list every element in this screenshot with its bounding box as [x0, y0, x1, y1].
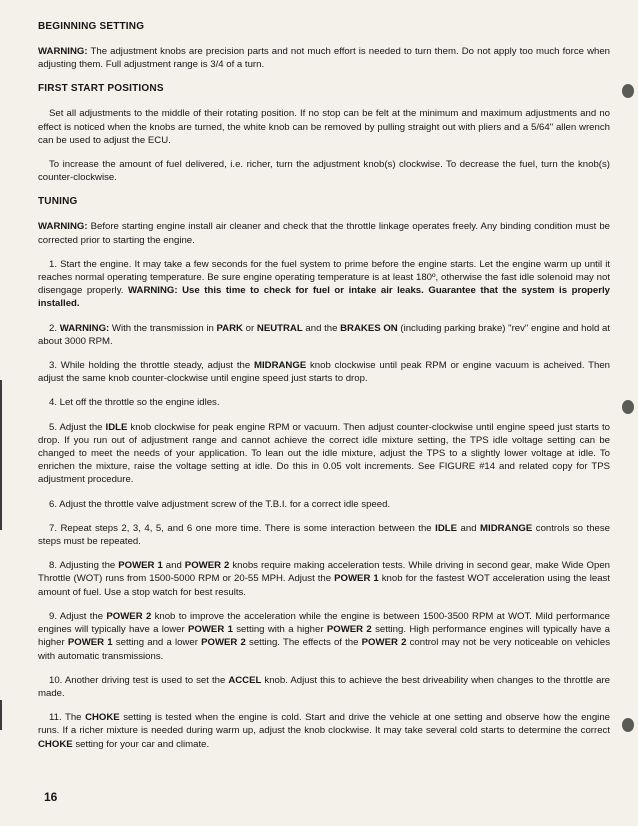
step-9-text: setting. High performance engines will typically have a higher	[38, 624, 610, 649]
scan-edge-mark	[0, 380, 2, 530]
step-11-text: 11. The	[49, 712, 86, 724]
step-10-text: 10. Another driving test is used to set the	[49, 674, 229, 686]
step-9-text: setting with a higher	[232, 624, 327, 636]
step-8-power-1: POWER 1	[118, 560, 163, 572]
step-8-power-1: POWER 1	[334, 573, 379, 585]
step-3	[38, 359, 610, 385]
warning-text: The adjustment knobs are precision parts and not much effort is needed to turn them. Do not apply too much force when adjusting them. Full adjustment range is 3/4 of a turn.	[38, 46, 610, 71]
binder-hole	[622, 84, 634, 98]
step-9	[38, 610, 610, 663]
step-1	[38, 258, 610, 311]
warning-label: WARNING:	[38, 46, 88, 57]
step-2-neutral: NEUTRAL	[256, 322, 303, 334]
page-number: 16	[44, 790, 58, 804]
heading-tuning: TUNING	[38, 196, 78, 208]
warning-adjustment-knobs	[38, 45, 610, 71]
step-10-text: knob. Adjust this to achieve the best driveability when changes to the throttle are made.	[38, 674, 610, 699]
step-7-midrange: MIDRANGE	[480, 522, 533, 534]
step-1-warning: WARNING: Use this time to check for fuel or intake air leaks. Guarantee that the system is properly installed.	[38, 285, 610, 310]
step-8	[38, 559, 610, 599]
scan-edge-mark	[0, 700, 2, 730]
step-6: 6. Adjust the throttle valve adjustment screw of the T.B.I. for a correct idle speed.	[49, 498, 391, 510]
step-7-idle: IDLE	[435, 522, 458, 534]
page-content	[38, 20, 610, 762]
step-4: 4. Let off the throttle so the engine idles.	[49, 397, 220, 409]
step-5-text: 5. Adjust the	[49, 421, 106, 433]
step-9-text: knob to improve the acceleration while the engine is between 1500-3500 RPM at WOT. Mild performance engines will typically have a lower	[38, 610, 610, 636]
step-2-brakes-on: BRAKES ON	[340, 322, 398, 334]
step-9-text: setting and a lower	[112, 637, 202, 649]
binder-hole	[622, 400, 634, 414]
step-9-power-1: POWER 1	[188, 624, 233, 636]
warning-text: Before starting engine install air cleaner and check that the throttle linkage operates freely. Any binding condition must be corrected prior to starting the engine.	[38, 221, 610, 246]
step-7	[38, 522, 610, 548]
step-9-text: 9. Adjust the	[49, 610, 107, 622]
step-8-power-2: POWER 2	[184, 560, 230, 572]
step-2-park: PARK	[216, 322, 243, 334]
step-9-text: setting. The effects of the	[245, 637, 362, 649]
step-11-choke: CHOKE	[85, 712, 120, 724]
first-start-paragraph-1: Set all adjustments to the middle of their rotating position. If no stop can be felt at the minimum and maximum adjustments and no effect is noticed when the knobs are turned, the white knob can be removed by pulling straight out with pliers and a 5/64" allen wrench can be used to adjust the ECU.	[38, 108, 610, 146]
step-8-text: 8. Adjusting the	[49, 560, 119, 572]
step-11-text: setting is tested when the engine is cold. Start and drive the vehicle at one setting and observe how the engine runs. If a richer mixture is needed during warm up, adjust the knob clockwise. It may take several cold starts to determine the correct	[38, 712, 610, 737]
step-7-text: and	[457, 522, 481, 534]
step-10	[38, 674, 610, 700]
heading-first-start-positions: FIRST START POSITIONS	[38, 83, 164, 95]
warning-label: WARNING:	[38, 221, 88, 233]
step-9-power-2: POWER 2	[106, 610, 152, 622]
step-2-text: or	[242, 322, 257, 334]
step-2-text: With the transmission in	[109, 322, 217, 334]
step-2-text: (including parking brake) "rev" engine and hold at about 3000 RPM.	[38, 322, 610, 347]
step-2-number: 2.	[49, 322, 60, 334]
step-9-power-1: POWER 1	[67, 637, 113, 649]
warning-before-starting	[38, 220, 610, 246]
step-2-text: and the	[302, 322, 341, 334]
step-3-text: 3. While holding the throttle steady, adjust the	[49, 360, 254, 372]
step-10-accel: ACCEL	[228, 674, 262, 686]
step-8-text: and	[162, 560, 185, 572]
step-3-midrange: MIDRANGE	[253, 360, 307, 372]
step-9-text: control may not be very noticeable on vehicles with automatic transmissions.	[38, 637, 610, 662]
step-11	[38, 711, 610, 751]
step-11-text: setting for your car and climate.	[72, 738, 210, 750]
binder-hole	[622, 718, 634, 732]
heading-beginning-setting: BEGINNING SETTING	[38, 21, 145, 32]
step-2-warning-label: WARNING:	[59, 322, 110, 334]
step-8-text: knob for the fastest WOT acceleration using the least amount of fuel. Use a stop watch for best results.	[38, 573, 611, 598]
step-9-power-2: POWER 2	[326, 624, 372, 636]
step-1-text: 1. Start the engine. It may take a few seconds for the fuel system to prime before the engine starts. Let the engine warm up until it reaches normal operating temperature. Be sure engine operating temperature is at least 180º, otherwise the fast idle solenoid may not disengage properly.	[38, 258, 610, 297]
step-7-text: controls so these steps must be repeated.	[38, 522, 610, 548]
step-8-text: knobs require making acceleration tests. While driving in second gear, make Wide Open Throttle (WOT) runs from 1500-5000 RPM or 20-55 MPH. Adjust the	[38, 560, 611, 585]
step-2	[38, 322, 610, 348]
step-5-idle: IDLE	[105, 421, 128, 433]
step-5-text: knob clockwise for peak engine RPM or vacuum. Then adjust counter-clockwise until engine speed just starts to drop. If you run out of adjustment range and cannot achieve the correct idle mixture setting, the TPS idle voltage setting can be changed to meet the needs of your application. To lean out the idle mixture, adjust the TPS to a slightly lower voltage at idle. To enrichen the mixture, raise the voltage setting at idle. Do this in 0.05 volt increments. See FIGURE #14 and related copy for TPS adjustment procedure.	[38, 421, 611, 486]
first-start-paragraph-2: To increase the amount of fuel delivered, i.e. richer, turn the adjustment knob(s) clockwise. To decrease the fuel, turn the knob(s) counter-clockwise.	[38, 159, 610, 184]
step-7-text: 7. Repeat steps 2, 3, 4, 5, and 6 one more time. There is some interaction between the	[49, 522, 436, 534]
step-11-choke: CHOKE	[38, 738, 73, 750]
step-5	[38, 421, 610, 487]
step-9-power-2: POWER 2	[361, 637, 407, 649]
step-9-power-2: POWER 2	[201, 637, 246, 649]
step-3-text: knob clockwise until peak RPM or engine vacuum is acheived. Then adjust the same knob counter-clockwise until engine speed just starts to drop.	[38, 360, 610, 385]
